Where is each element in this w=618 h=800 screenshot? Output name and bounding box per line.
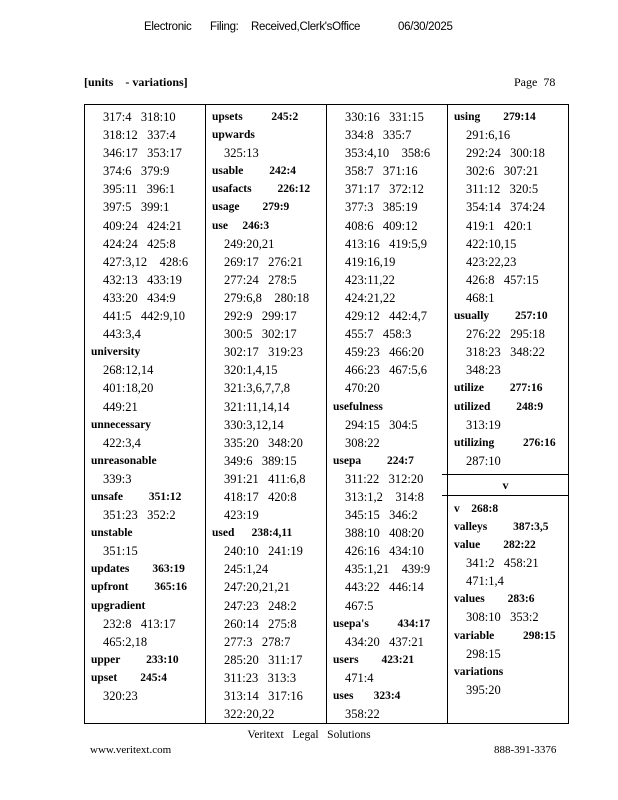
index-term: usually 257:10: [454, 310, 548, 323]
index-term: upset 245:4: [91, 671, 168, 684]
page-line-refs: 377:3 385:19: [345, 200, 418, 215]
page-line-refs: 470:20: [345, 381, 380, 396]
page-line-refs: 443:3,4: [103, 327, 141, 342]
page-line-refs: 465:2,18: [103, 634, 148, 649]
page-line-refs: 292:9 299:17: [224, 309, 297, 324]
page-line-refs: 325:13: [224, 146, 259, 161]
page-line-refs: 391:21 411:6,8: [224, 471, 306, 486]
page-line-refs: 311:23 313:3: [224, 670, 297, 685]
page-line-refs: 339:3: [103, 471, 132, 486]
page-line-refs: 285:20 311:17: [224, 652, 303, 667]
page-line-refs: 443:22 446:14: [345, 580, 424, 595]
index-term: upper 233:10: [91, 653, 179, 666]
page-line-refs: 320:23: [103, 689, 138, 703]
page-line-refs: 429:12 442:4,7: [345, 309, 427, 324]
index-term: usepa's 434:17: [333, 617, 431, 630]
page-line-refs: 330:16 331:15: [345, 110, 424, 124]
page-line-refs: 291:6,16: [466, 128, 511, 143]
page-line-refs: 374:6 379:9: [103, 164, 170, 179]
page-line-refs: 424:21,22: [345, 290, 396, 305]
index-term: v 268:8: [454, 502, 499, 515]
page-number: Page 78: [514, 75, 556, 89]
page-line-refs: 426:16 434:10: [345, 544, 424, 559]
page-line-refs: 245:1,24: [224, 562, 269, 577]
page-line-refs: 358:22: [345, 707, 380, 722]
page-line-refs: 294:15 304:5: [345, 417, 418, 432]
index-term: unreasonable: [91, 454, 157, 467]
page-line-refs: 298:15: [466, 646, 501, 661]
page-line-refs: 346:17 353:17: [103, 146, 182, 161]
index-term: upgradient: [91, 599, 146, 612]
index-range-header: [units - variations]: [84, 75, 188, 89]
page-line-refs: 401:18,20: [103, 381, 154, 396]
page-line-refs: 466:23 467:5,6: [345, 363, 427, 378]
index-term: upfront 365:16: [91, 581, 187, 594]
page-line-refs: 433:20 434:9: [103, 290, 176, 305]
index-column-4: [448, 105, 569, 723]
page-line-refs: 408:6 409:12: [345, 218, 418, 233]
index-term: usafacts 226:12: [212, 183, 311, 196]
index-term: unstable: [91, 527, 133, 540]
page-line-refs: 276:22 295:18: [466, 327, 545, 342]
footer-website: www.veritext.com: [90, 744, 172, 756]
index-term: use 246:3: [212, 219, 270, 232]
page-line-refs: 277:24 278:5: [224, 272, 297, 287]
page-line-refs: 419:1 420:1: [466, 218, 533, 233]
index-term: usable 242:4: [212, 165, 297, 178]
index-term: usage 279:9: [212, 201, 290, 214]
footer-phone: 888-391-3376: [494, 744, 557, 756]
page-line-refs: 249:20,21: [224, 236, 275, 251]
filing-received: Received,Clerk'sOffice: [251, 21, 361, 33]
index-term: unsafe 351:12: [91, 490, 182, 503]
page-line-refs: 418:17 420:8: [224, 489, 297, 504]
page-line-refs: 349:6 389:15: [224, 453, 297, 468]
index-term: utilizing 276:16: [454, 436, 556, 449]
word-index-table: [84, 104, 569, 724]
index-term: utilize 277:16: [454, 382, 543, 395]
index-column-3: [327, 105, 448, 723]
page-line-refs: 308:10 353:2: [466, 610, 539, 625]
index-term: uses 323:4: [333, 690, 401, 702]
page-line-refs: 302:6 307:21: [466, 164, 539, 179]
index-term: variations: [454, 665, 504, 678]
page-line-refs: 279:6,8 280:18: [224, 290, 310, 305]
index-term: used 238:4,11: [212, 527, 293, 540]
page-line-refs: 322:20,22: [224, 707, 275, 722]
page-line-refs: 351:15: [103, 544, 138, 559]
page-line-refs: 260:14 275:8: [224, 616, 297, 631]
page-line-refs: 468:1: [466, 290, 495, 305]
page-line-refs: 277:3 278:7: [224, 634, 291, 649]
page-line-refs: 268:12,14: [103, 363, 154, 378]
section-letter: v: [442, 474, 569, 496]
page-line-refs: 422:3,4: [103, 435, 141, 450]
page-line-refs: 311:22 312:20: [345, 471, 424, 486]
index-term: values 283:6: [454, 593, 535, 606]
page-line-refs: 395:11 396:1: [103, 182, 176, 197]
index-term: updates 363:19: [91, 563, 185, 576]
page-line-refs: 423:11,22: [345, 272, 395, 287]
page-line-refs: 409:24 424:21: [103, 218, 182, 233]
page-line-refs: 247:20,21,21: [224, 580, 290, 595]
index-term: upsets 245:2: [212, 111, 299, 123]
page-line-refs: 313:1,2 314:8: [345, 489, 424, 504]
page-line-refs: 424:24 425:8: [103, 236, 176, 251]
page-line-refs: 358:7 371:16: [345, 164, 418, 179]
index-term: unnecessary: [91, 418, 152, 431]
page-line-refs: 353:4,10 358:6: [345, 146, 431, 161]
page-line-refs: 247:23 248:2: [224, 598, 297, 613]
page-line-refs: 435:1,21 439:9: [345, 562, 431, 577]
page-line-refs: 423:19: [224, 508, 259, 523]
index-term: usefulness: [333, 400, 383, 413]
page-line-refs: 395:20: [466, 682, 501, 697]
page-line-refs: 308:22: [345, 435, 380, 450]
page-line-refs: 318:23 348:22: [466, 345, 545, 360]
page-line-refs: 341:2 458:21: [466, 556, 539, 571]
page-line-refs: 335:20 348:20: [224, 435, 303, 450]
page-line-refs: 330:3,12,14: [224, 417, 284, 432]
index-term: valleys 387:3,5: [454, 520, 549, 533]
footer-company: Veritext Legal Solutions: [247, 729, 371, 741]
index-term: using 279:14: [454, 111, 536, 123]
page-line-refs: 302:17 319:23: [224, 345, 303, 360]
page-line-refs: 471:1,4: [466, 574, 504, 589]
page-line-refs: 471:4: [345, 670, 374, 685]
page-line-refs: 287:10: [466, 453, 501, 468]
page-line-refs: 413:16 419:5,9: [345, 236, 427, 251]
page-line-refs: 320:1,4,15: [224, 363, 278, 378]
index-term: users 423:21: [333, 653, 415, 666]
page-line-refs: 449:21: [103, 399, 138, 414]
page-line-refs: 422:10,15: [466, 236, 517, 251]
page-line-refs: 313:14 317:16: [224, 689, 303, 703]
index-term: utilized 248:9: [454, 400, 544, 413]
index-term: upwards: [212, 129, 255, 142]
page-line-refs: 300:5 302:17: [224, 327, 297, 342]
page-line-refs: 351:23 352:2: [103, 508, 176, 523]
page-line-refs: 318:12 337:4: [103, 128, 176, 143]
index-term: usepa 224:7: [333, 454, 414, 467]
page-line-refs: 232:8 413:17: [103, 616, 176, 631]
index-column-1: [85, 105, 206, 723]
index-term: university: [91, 346, 141, 359]
page-line-refs: 292:24 300:18: [466, 146, 545, 161]
page-line-refs: 455:7 458:3: [345, 327, 412, 342]
filing-electronic: Electronic: [144, 21, 192, 33]
page-line-refs: 459:23 466:20: [345, 345, 424, 360]
page-line-refs: 467:5: [345, 598, 374, 613]
page-line-refs: 419:16,19: [345, 254, 396, 269]
page-line-refs: 321:11,14,14: [224, 399, 290, 414]
page-line-refs: 426:8 457:15: [466, 272, 539, 287]
index-term: value 282:22: [454, 539, 536, 552]
page-line-refs: 321:3,6,7,7,8: [224, 381, 290, 396]
page-line-refs: 432:13 433:19: [103, 272, 182, 287]
page-line-refs: 348:23: [466, 363, 501, 378]
page-line-refs: 388:10 408:20: [345, 526, 424, 541]
page-line-refs: 427:3,12 428:6: [103, 254, 189, 269]
index-term: variable 298:15: [454, 629, 556, 642]
page-line-refs: 354:14 374:24: [466, 200, 545, 215]
page-line-refs: 317:4 318:10: [103, 110, 176, 124]
page-line-refs: 345:15 346:2: [345, 508, 418, 523]
page-line-refs: 240:10 241:19: [224, 544, 303, 559]
page-line-refs: 371:17 372:12: [345, 182, 424, 197]
page-line-refs: 434:20 437:21: [345, 634, 424, 649]
filing-date: 06/30/2025: [398, 21, 453, 33]
page-line-refs: 311:12 320:5: [466, 182, 539, 197]
page-line-refs: 313:19: [466, 417, 501, 432]
index-column-2: [206, 105, 327, 723]
page-line-refs: 334:8 335:7: [345, 128, 412, 143]
filing-label: Filing:: [210, 21, 239, 33]
page-line-refs: 397:5 399:1: [103, 200, 170, 215]
page-line-refs: 441:5 442:9,10: [103, 309, 185, 324]
page-line-refs: 423:22,23: [466, 254, 517, 269]
page-line-refs: 269:17 276:21: [224, 254, 303, 269]
